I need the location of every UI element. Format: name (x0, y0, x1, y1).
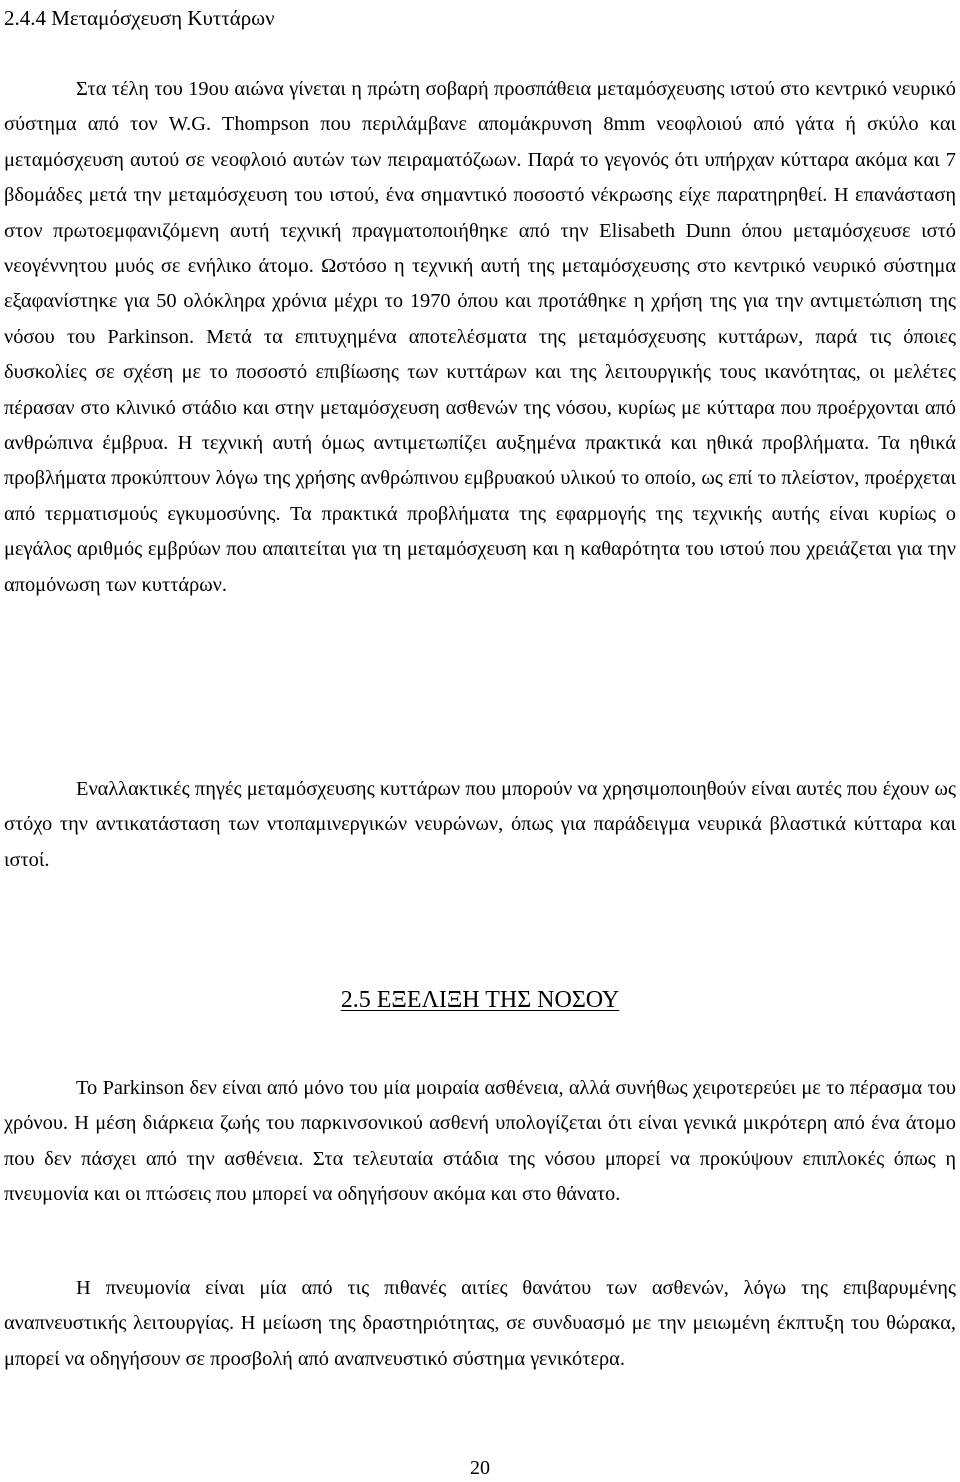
page-number: 20 (470, 1457, 490, 1479)
paragraph-transplant-history: Στα τέλη του 19ου αιώνα γίνεται η πρώτη σοβαρή προσπάθεια μεταμόσχευσης ιστού στο κεντρικό νευρικό σύστημα από τον W.G. Thompson που περιλάμβανε απομάκρυνση 8mm νεοφλοιού από γάτα ή σκύλο και μεταμόσχευση αυτού σε νεοφλοιό αυτών των πειραματόζωων. Παρά το γεγονός ότι υπήρχαν κύτταρα ακόμα και 7 βδομάδες μετά την μεταμόσχευση του ιστού, ένα σημαντικό ποσοστό νέκρωσης είχε παρατηρηθεί. Η επανάσταση στον πρωτοεμφανιζόμενη αυτή τεχνική πραγματοποιήθηκε από την Elisabeth Dunn όπου μεταμόσχευσε ιστό νεογέννητου μυός σε ενήλικο άτομο. Ωστόσο η τεχνική αυτή της μεταμόσχευσης στο κεντρικό νευρικό σύστημα εξαφανίστηκε για 50 ολόκληρα χρόνια μέχρι το 1970 όπου και προτάθηκε η χρήση της για την αντιμετώπιση της νόσου του Parkinson. Μετά τα επιτυχημένα αποτελέσματα της μεταμόσχευσης κυττάρων, παρά τις όποιες δυσκολίες σε σχέση με το ποσοστό επιβίωσης των κυττάρων και της λειτουργικής τους ικανότητας, οι μελέτες πέρασαν στο κλινικό στάδιο και στην μεταμόσχευση ασθενών της νόσου, κυρίως με κύτταρα που προέρχονται από ανθρώπινα έμβρυα. Η τεχνική αυτή όμως αντιμετωπίζει αυξημένα πρακτικά και ηθικά προβλήματα. Τα ηθικά προβλήματα προκύπτουν λόγω της χρήσης ανθρώπινου εμβρυακού υλικού το οποίο, ως επί το πλείστον, προέρχεται από τερματισμούς εγκυμοσύνης. Τα πρακτικά προβλήματα της εφαρμογής της τεχνικής αυτής είναι κυρίως ο μεγάλος αριθμός εμβρύων που απαιτείται για τη μεταμόσχευση και η καθαρότητα του ιστού που χρειάζεται για την απομόνωση των κυττάρων. (4, 78, 956, 596)
paragraph-pneumonia: Η πνευμονία είναι μία από τις πιθανές αιτίες θανάτου των ασθενών, λόγω της επιβαρυμένης αναπνευστικής λειτουργίας. Η μείωση της δραστηριότητας, σε συνδυασμό με την μειωμένη έκπτυξη του θώρακα, μπορεί να οδηγήσουν σε προσβολή από αναπνευστικό σύστημα γενικότερα. (4, 1277, 956, 1370)
section-heading-text: 2.5 ΕΞΕΛΙΞΗ ΤΗΣ ΝΟΣΟΥ (340, 987, 620, 1013)
paragraph-disease-progression: Το Parkinson δεν είναι από μόνο του μία μοιραία ασθένεια, αλλά συνήθως χειροτερεύει με το πέρασμα του χρόνου. Η μέση διάρκεια ζωής του παρκινσονικού ασθενή υπολογίζεται ότι είναι γενικά μικρότερη από ένα άτομο που δεν πάσχει από την ασθένεια. Στα τελευταία στάδια της νόσου μπορεί να προκύψουν επιπλοκές όπως η πνευμονία και οι πτώσεις που μπορεί να οδηγήσουν ακόμα και στο θάνατο. (4, 1077, 956, 1206)
section-heading (0, 984, 960, 1016)
subsection-title: 2.4.4 Μεταμόσχευση Κυττάρων (4, 6, 275, 30)
paragraph-alternative-sources: Εναλλακτικές πηγές μεταμόσχευσης κυττάρων που μπορούν να χρησιμοποιηθούν είναι αυτές που έχουν ως στόχο την αντικατάσταση των ντοπαμινεργικών νευρώνων, όπως για παράδειγμα νευρικά βλαστικά κύτταρα και ιστοί. (4, 778, 956, 871)
